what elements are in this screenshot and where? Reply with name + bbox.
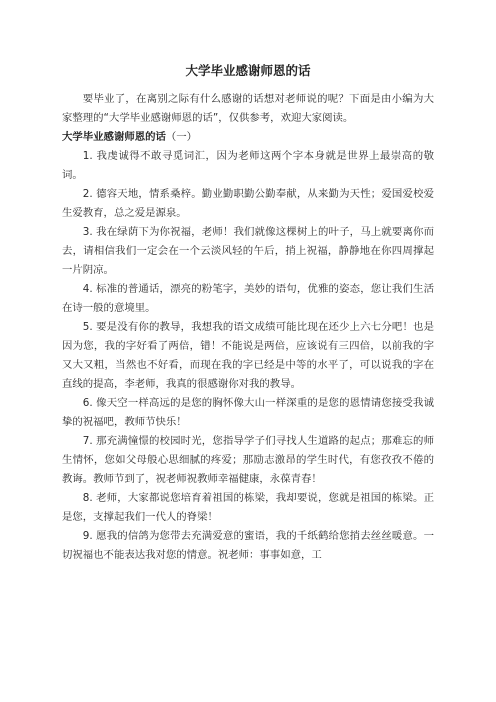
section-number: （一） (165, 131, 198, 143)
list-item: 7. 那充满憧憬的校园时光，您指导学子们寻找人生道路的起点；那难忘的师生情怀，您如父母般心思细腻的疼爱；那励志激昂的学生时代，有您孜孜不倦的教诲。教师节到了，祝老师祝教师幸福健康，永葆青春！ (62, 435, 434, 485)
section-heading (62, 128, 434, 147)
list-item: 3. 我在绿荫下为你祝福，老师！我们就像这棵树上的叶子，马上就要离你而去，请相信我们一定会在一个云淡风轻的午后，捎上祝福，静静地在你四周撑起一片阴凉。 (62, 226, 434, 276)
list-item: 9. 愿我的信鸽为您带去充满爱意的蜜语，我的千纸鹤给您捎去丝丝暖意。一切祝福也不能表达我对您的情意。祝老师：事事如意，工 (62, 530, 434, 561)
list-item: 6. 像天空一样高远的是您的胸怀像大山一样深重的是您的恩情请您接受我诚挚的祝福吧，教师节快乐！ (62, 397, 434, 428)
list-item: 2. 德容天地，情系桑梓。勤业勤职勤公勤奉献，从来勤为天性；爱国爱校爱生爱教育，总之爱是源泉。 (62, 188, 434, 219)
list-item: 1. 我虔诚得不敢寻觅词汇，因为老师这两个字本身就是世界上最崇高的敬词。 (62, 150, 434, 181)
section-heading-text: 大学毕业感谢师恩的话 (62, 131, 166, 143)
list-item: 4. 标准的普通话，漂亮的粉笔字，美妙的语句，优雅的姿态，您让我们生活在诗一般的意境里。 (62, 283, 434, 314)
document-title: 大学毕业感谢师恩的话 (185, 63, 311, 78)
list-item: 5. 要是没有你的教导，我想我的语文成绩可能比现在还少上六七分吧！也是因为您，我的字好看了两倍，错！不能说是两倍，应该说有三四倍，以前我的字又大又粗，当然也不好看，而现在我的字已经是中等的水平了，可以说我的字在直线的提高，李老师，我真的很感谢你对我的教导。 (62, 321, 434, 390)
intro-paragraph: 要毕业了，在离别之际有什么感谢的话想对老师说的呢？下面是由小编为大家整理的“大学毕业感谢师恩的话”，仅供参考，欢迎大家阅读。 (62, 93, 434, 124)
list-item: 8. 老师，大家都说您培育着祖国的栋梁，我却要说，您就是祖国的栋梁。正是您，支撑起我们一代人的脊梁！ (62, 492, 434, 523)
